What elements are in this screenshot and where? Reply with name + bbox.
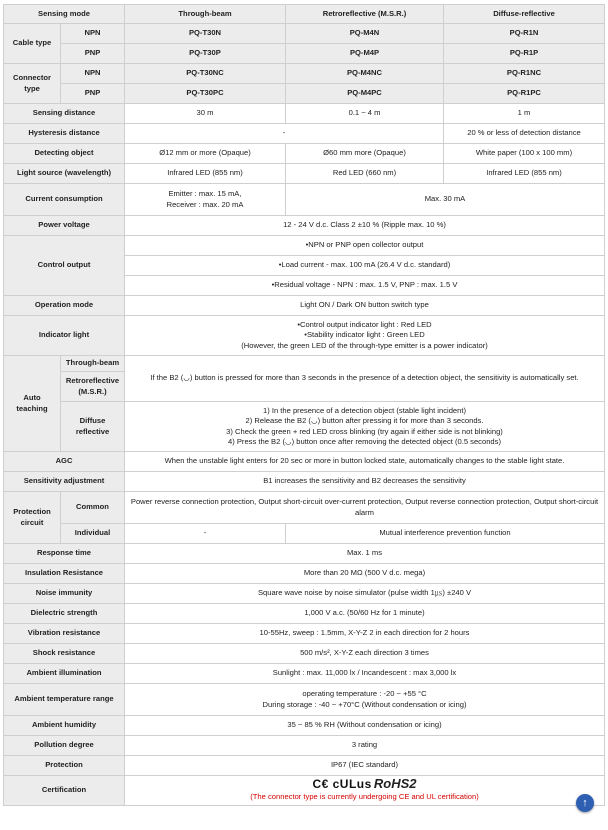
model-cell: PQ-T30P	[125, 44, 286, 64]
value-cell: More than 20 MΩ (500 V d.c. mega)	[125, 564, 605, 584]
table-row	[4, 452, 605, 472]
value-cell: Square wave noise by noise simulator (pulse width 1㎲) ±240 V	[125, 584, 605, 604]
row-label: Operation mode	[4, 296, 125, 316]
table-row	[4, 604, 605, 624]
teaching-step: 1) In the presence of a detection object (stable light incident)	[262, 405, 467, 415]
model-cell: PQ-T30N	[125, 24, 286, 44]
connector-npn-label: NPN	[61, 64, 125, 84]
model-cell: PQ-T30PC	[125, 84, 286, 104]
row-label: Current consumption	[4, 184, 125, 216]
row-label: Power voltage	[4, 216, 125, 236]
certification-cell	[125, 776, 605, 806]
spec-table	[3, 4, 605, 806]
value-cell: 500 m/s², X-Y-Z each direction 3 times	[125, 644, 605, 664]
value-cell: B1 increases the sensitivity and B2 decreases the sensitivity	[125, 472, 605, 492]
model-cell: PQ-M4P	[286, 44, 444, 64]
value-cell: White paper (100 x 100 mm)	[444, 144, 605, 164]
row-label: Sensitivity adjustment	[4, 472, 125, 492]
row-label: Ambient illumination	[4, 664, 125, 684]
protection-circuit-label: Protection circuit	[4, 492, 61, 544]
value-cell: •NPN or PNP open collector output	[125, 236, 605, 256]
value-cell: Infrared LED (855 nm)	[444, 164, 605, 184]
header-through-beam: Through-beam	[125, 5, 286, 24]
certification-logos	[128, 776, 601, 792]
receiver-current: Receiver : max. 20 mA	[166, 199, 244, 209]
value-cell: Light ON / Dark ON button switch type	[125, 296, 605, 316]
certification-note: (The connector type is currently undergoing CE and UL certification)	[250, 791, 479, 801]
value-cell: Ø12 mm or more (Opaque)	[125, 144, 286, 164]
table-row	[4, 684, 605, 716]
model-cell: PQ-T30NC	[125, 64, 286, 84]
table-row	[4, 716, 605, 736]
row-label: Hysteresis distance	[4, 124, 125, 144]
table-row	[4, 64, 605, 84]
teaching-step: 2) Release the B2 (◡) button after pressing it for more than 3 seconds.	[245, 416, 484, 425]
model-cell: PQ-R1P	[444, 44, 605, 64]
row-label: Control output	[4, 236, 125, 296]
table-row	[4, 104, 605, 124]
value-cell	[125, 184, 286, 216]
table-row	[4, 776, 605, 806]
table-row	[4, 402, 605, 452]
header-retroreflective: Retroreflective (M.S.R.)	[286, 5, 444, 24]
value-cell: IP67 (IEC standard)	[125, 756, 605, 776]
row-label: Insulation Resistance	[4, 564, 125, 584]
value-cell: 1 m	[444, 104, 605, 124]
table-row	[4, 144, 605, 164]
value-cell: Infrared LED (855 nm)	[125, 164, 286, 184]
spec-table-container	[3, 4, 604, 806]
scroll-to-top-button[interactable]	[576, 794, 594, 812]
value-cell: 0.1 ~ 4 m	[286, 104, 444, 124]
value-cell: Sunlight : max. 11,000 lx / Incandescent : max 3,000 lx	[125, 664, 605, 684]
table-row	[4, 164, 605, 184]
model-cell: PQ-R1PC	[444, 84, 605, 104]
table-row	[4, 644, 605, 664]
table-row	[4, 624, 605, 644]
row-label: Protection	[4, 756, 125, 776]
cable-npn-label: NPN	[61, 24, 125, 44]
row-label: Ambient humidity	[4, 716, 125, 736]
model-cell: PQ-R1NC	[444, 64, 605, 84]
ce-ul-mark: C€ cULus	[312, 777, 372, 791]
table-row	[4, 564, 605, 584]
value-cell: When the unstable light enters for 20 sec or more in button locked state, automatically changes to the stable light state.	[125, 452, 605, 472]
indicator-line: •Control output indicator light : Red LED	[297, 319, 432, 329]
value-cell: Max. 1 ms	[125, 544, 605, 564]
table-row	[4, 44, 605, 64]
arrow-up-icon: ↑	[582, 797, 588, 809]
table-row	[4, 664, 605, 684]
row-label: Light source (wavelength)	[4, 164, 125, 184]
row-label: AGC	[4, 452, 125, 472]
teaching-retro-label: Retroreflective (M.S.R.)	[61, 372, 125, 402]
value-cell: If the B2 (◡) button is pressed for more than 3 seconds in the presence of a detection object, the sensitivity is automatically set.	[125, 356, 605, 402]
table-row	[4, 84, 605, 104]
value-cell	[125, 684, 605, 716]
table-row	[4, 584, 605, 604]
table-row	[4, 316, 605, 356]
value-cell: 1,000 V a.c. (50/60 Hz for 1 minute)	[125, 604, 605, 624]
auto-teaching-label: Auto teaching	[4, 356, 61, 452]
row-label: Pollution degree	[4, 736, 125, 756]
row-label: Certification	[4, 776, 125, 806]
table-row	[4, 296, 605, 316]
value-cell: •Load current - max. 100 mA (26.4 V d.c. standard)	[125, 256, 605, 276]
emitter-current: Emitter : max. 15 mA,	[168, 189, 242, 198]
table-row	[4, 544, 605, 564]
value-cell: 35 ~ 85 % RH (Without condensation or icing)	[125, 716, 605, 736]
indicator-line: •Stability indicator light : Green LED	[304, 330, 425, 340]
temperature-storage: During storage : -40 ~ +70°C (Without condensation or icing)	[262, 699, 467, 709]
value-cell	[125, 316, 605, 356]
model-cell: PQ-M4NC	[286, 64, 444, 84]
row-label: Dielectric strength	[4, 604, 125, 624]
row-label: Detecting object	[4, 144, 125, 164]
table-row	[4, 24, 605, 44]
row-label: Vibration resistance	[4, 624, 125, 644]
protection-individual-label: Individual	[61, 524, 125, 544]
value-cell: 10-55Hz, sweep : 1.5mm, X-Y-Z 2 in each direction for 2 hours	[125, 624, 605, 644]
table-row	[4, 472, 605, 492]
value-cell: •Residual voltage - NPN : max. 1.5 V, PNP : max. 1.5 V	[125, 276, 605, 296]
value-cell: Red LED (660 nm)	[286, 164, 444, 184]
teaching-step: 4) Press the B2 (◡) button once after removing the detected object (0.5 seconds)	[228, 437, 501, 446]
value-cell: Power reverse connection protection, Output short-circuit over-current protection, Output reverse connection protection, Output short-circuit alarm	[125, 492, 605, 524]
model-cell: PQ-R1N	[444, 24, 605, 44]
table-row	[4, 124, 605, 144]
row-label: Response time	[4, 544, 125, 564]
value-cell: 3 rating	[125, 736, 605, 756]
header-diffuse: Diffuse-reflective	[444, 5, 605, 24]
connector-pnp-label: PNP	[61, 84, 125, 104]
row-label: Noise immunity	[4, 584, 125, 604]
table-row	[4, 736, 605, 756]
table-row	[4, 356, 605, 372]
value-cell: Mutual interference prevention function	[286, 524, 605, 544]
table-row	[4, 184, 605, 216]
value-cell: 12 - 24 V d.c. Class 2 ±10 % (Ripple max. 10 %)	[125, 216, 605, 236]
value-cell: 20 % or less of detection distance	[444, 124, 605, 144]
rohs-mark: RoHS2	[373, 776, 417, 791]
row-label: Ambient temperature range	[4, 684, 125, 716]
row-label: Sensing distance	[4, 104, 125, 124]
model-cell: PQ-M4N	[286, 24, 444, 44]
value-cell: Max. 30 mA	[286, 184, 605, 216]
temperature-operating: operating temperature : -20 ~ +55 °C	[302, 689, 427, 698]
table-row	[4, 492, 605, 524]
cable-pnp-label: PNP	[61, 44, 125, 64]
table-row	[4, 756, 605, 776]
teaching-diffuse-label: Diffuse reflective	[61, 402, 125, 452]
cable-type-label: Cable type	[4, 24, 61, 64]
indicator-line: (However, the green LED of the through-type emitter is a power indicator)	[241, 340, 488, 350]
value-cell: -	[125, 524, 286, 544]
teaching-through-label: Through-beam	[61, 356, 125, 372]
row-label: Indicator light	[4, 316, 125, 356]
connector-type-label: Connector type	[4, 64, 61, 104]
value-cell: 30 m	[125, 104, 286, 124]
header-sensing-mode: Sensing mode	[4, 5, 125, 24]
table-row	[4, 216, 605, 236]
header-row	[4, 5, 605, 24]
value-cell: Ø60 mm more (Opaque)	[286, 144, 444, 164]
value-cell	[125, 402, 605, 452]
table-row	[4, 524, 605, 544]
value-cell: -	[125, 124, 444, 144]
model-cell: PQ-M4PC	[286, 84, 444, 104]
table-row	[4, 236, 605, 256]
protection-common-label: Common	[61, 492, 125, 524]
teaching-step: 3) Check the green + red LED cross blinking (try again if either side is not blinking)	[226, 426, 503, 436]
row-label: Shock resistance	[4, 644, 125, 664]
